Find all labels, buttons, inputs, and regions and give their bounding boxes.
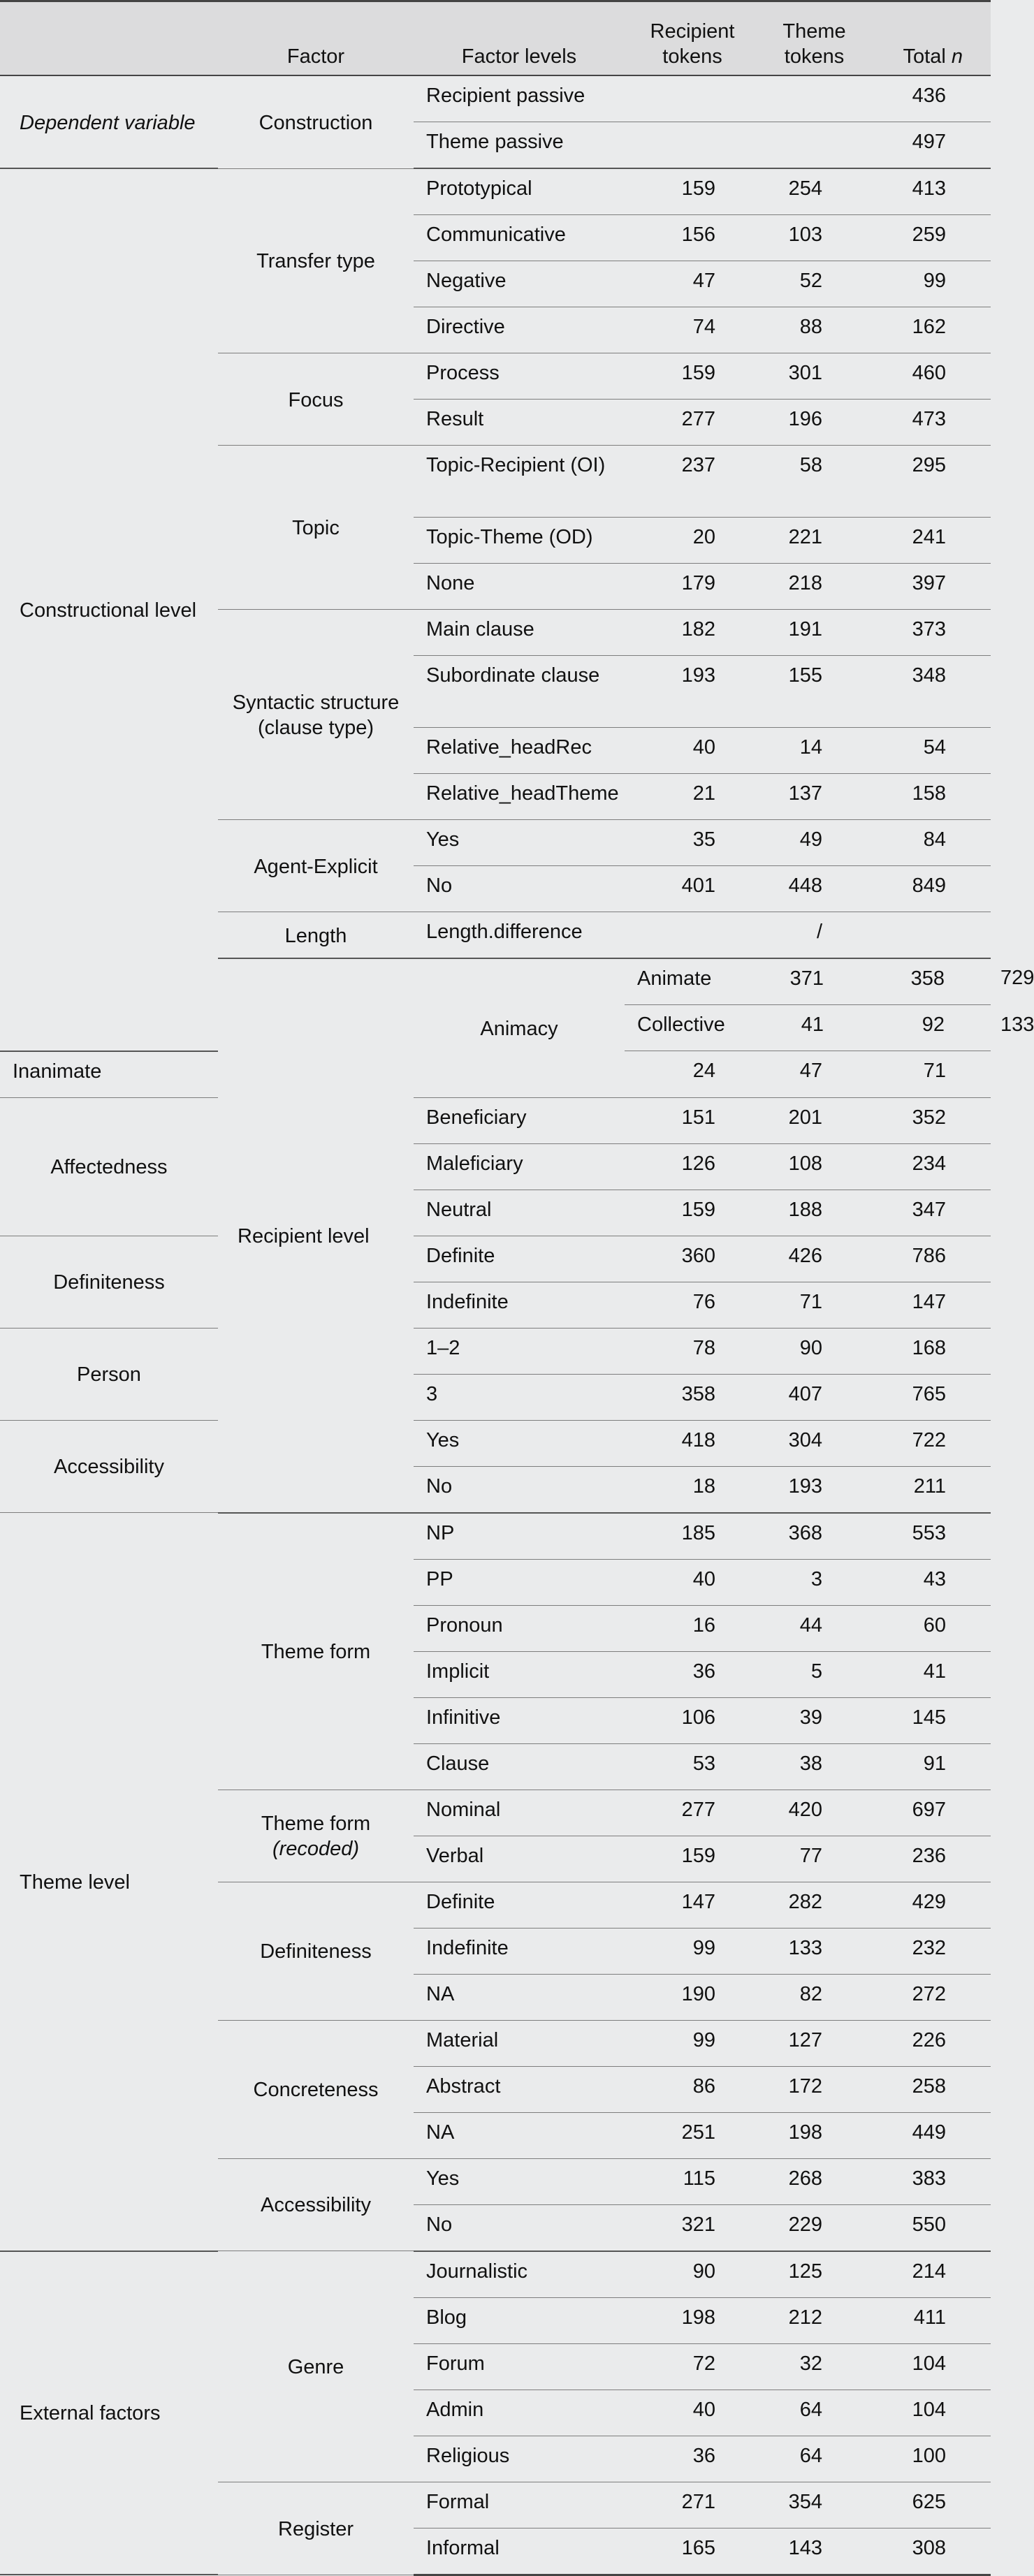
table-row xyxy=(0,168,991,215)
recipient-tokens-cell: 18 xyxy=(625,1466,760,1513)
theme-tokens-cell: 368 xyxy=(760,1513,868,1560)
factor-label xyxy=(414,958,625,1097)
theme-tokens-cell: 229 xyxy=(760,2204,868,2251)
total-n-cell: 43 xyxy=(868,1559,991,1605)
total-n-cell: 84 xyxy=(868,820,991,866)
table-row: Recipient level Animacy Animate 371 358 729 xyxy=(0,958,991,1005)
factor-level: Relative_headTheme xyxy=(414,774,625,820)
factor-level: Yes xyxy=(414,820,625,866)
factor-level: Blog xyxy=(414,2297,625,2343)
theme-tokens-cell: 127 xyxy=(760,2020,868,2066)
factor-level: PP xyxy=(414,1559,625,1605)
factor-label-text: Construction xyxy=(258,111,373,134)
factor-level: Informal xyxy=(414,2528,625,2575)
total-n-cell: 100 xyxy=(868,2436,991,2482)
recipient-tokens-cell: 179 xyxy=(625,564,760,610)
theme-tokens-cell: 108 xyxy=(760,1143,868,1190)
factor-level: Religious xyxy=(414,2436,625,2482)
recipient-tokens-cell: 36 xyxy=(625,2436,760,2482)
theme-tokens-cell: 58 xyxy=(760,446,868,518)
recipient-tokens-cell: 277 xyxy=(625,1790,760,1836)
table-row: Collective 41 92 133 xyxy=(0,1005,991,1051)
factor-level: Journalistic xyxy=(414,2251,625,2298)
factor-label-text: Focus xyxy=(288,388,344,411)
factor-level: Indefinite xyxy=(414,1282,625,1328)
factor-level: 3 xyxy=(414,1374,625,1420)
factor-label xyxy=(218,1790,414,1882)
recipient-tokens-cell: 198 xyxy=(625,2297,760,2343)
recipient-tokens-cell: 358 xyxy=(625,1374,760,1420)
total-n-cell: 258 xyxy=(868,2066,991,2112)
total-n-cell: 460 xyxy=(868,353,991,400)
factor-level: Implicit xyxy=(414,1651,625,1697)
theme-tokens-cell: 39 xyxy=(760,1697,868,1743)
theme-tokens-cell: 103 xyxy=(760,215,868,261)
recipient-tokens-cell: 360 xyxy=(625,1236,760,1282)
recipient-tokens-cell: 99 xyxy=(625,2020,760,2066)
factor-level: Relative_headRec xyxy=(414,728,625,774)
theme-tokens-cell: 92 xyxy=(868,1005,991,1051)
factor-level: NA xyxy=(414,2112,625,2158)
total-n-cell: 786 xyxy=(868,1236,991,1282)
table-row xyxy=(0,2251,991,2298)
total-n-cell: 413 xyxy=(868,168,991,215)
total-n-cell: 71 xyxy=(868,1051,991,1098)
factor-label xyxy=(218,2251,414,2482)
recipient-tokens-cell: 72 xyxy=(625,2343,760,2390)
factor-level: Process xyxy=(414,353,625,400)
theme-tokens-cell: 64 xyxy=(760,2390,868,2436)
recipient-tokens-cell: 401 xyxy=(625,866,760,912)
recipient-tokens-cell: 182 xyxy=(625,610,760,656)
recipient-tokens-cell: 165 xyxy=(625,2528,760,2575)
recipient-tokens-cell: 16 xyxy=(625,1605,760,1651)
table-header xyxy=(0,1,991,76)
header-factor-levels: Factor levels xyxy=(414,1,625,76)
factor-label-suffix: (recoded) xyxy=(272,1838,360,1860)
total-n-cell: 211 xyxy=(868,1466,991,1513)
recipient-tokens-cell: 185 xyxy=(625,1513,760,1560)
recipient-tokens-cell: 40 xyxy=(625,1559,760,1605)
theme-tokens-cell: 193 xyxy=(760,1466,868,1513)
theme-tokens-cell: 143 xyxy=(760,2528,868,2575)
factor-label xyxy=(218,2482,414,2575)
total-n-cell: 236 xyxy=(868,1836,991,1882)
recipient-tokens-cell: 86 xyxy=(625,2066,760,2112)
group-label: External factors xyxy=(0,2251,218,2575)
theme-tokens-cell xyxy=(760,122,868,169)
table-row xyxy=(0,1420,991,1466)
factor-label xyxy=(0,1420,218,1513)
factor-label xyxy=(218,820,414,912)
total-n-cell: 397 xyxy=(868,564,991,610)
recipient-tokens-cell: 40 xyxy=(625,728,760,774)
factor-level: Topic-Recipient (OI) xyxy=(414,446,625,518)
factor-label-text: Definiteness xyxy=(260,1940,372,1963)
total-n-cell: 553 xyxy=(868,1513,991,1560)
total-n-cell: 373 xyxy=(868,610,991,656)
factor-level: Prototypical xyxy=(414,168,625,215)
total-n-cell: 99 xyxy=(868,261,991,307)
recipient-tokens-cell: 159 xyxy=(625,353,760,400)
group-label: Theme level xyxy=(0,1513,218,2251)
factor-level: No xyxy=(414,866,625,912)
recipient-tokens-cell: 237 xyxy=(625,446,760,518)
theme-tokens-cell: 188 xyxy=(760,1190,868,1236)
factor-label-text: Genre xyxy=(287,2355,344,2378)
recipient-tokens-cell: 321 xyxy=(625,2204,760,2251)
factor-label xyxy=(218,168,414,353)
total-n-cell: 41 xyxy=(868,1651,991,1697)
theme-tokens-cell: 38 xyxy=(760,1743,868,1790)
factor-label xyxy=(218,610,414,820)
recipient-tokens-cell xyxy=(625,122,760,169)
total-n-cell: 162 xyxy=(868,307,991,353)
factor-level: Formal xyxy=(414,2482,625,2528)
recipient-tokens-cell: 147 xyxy=(625,1882,760,1928)
factor-level: Admin xyxy=(414,2390,625,2436)
factor-label xyxy=(218,1882,414,2020)
total-n-cell: 104 xyxy=(868,2390,991,2436)
total-n-cell: 234 xyxy=(868,1143,991,1190)
recipient-tokens-cell: 41 xyxy=(760,1005,868,1051)
recipient-tokens-cell: 151 xyxy=(625,1097,760,1143)
factor-label-text: Accessibility xyxy=(261,2194,371,2217)
recipient-tokens-cell: 74 xyxy=(625,307,760,353)
factor-level: Communicative xyxy=(414,215,625,261)
factor-level: Definite xyxy=(414,1882,625,1928)
total-n-cell: 352 xyxy=(868,1097,991,1143)
recipient-tokens-cell xyxy=(625,75,760,122)
factor-level: Beneficiary xyxy=(414,1097,625,1143)
recipient-tokens-cell: 115 xyxy=(625,2158,760,2204)
factor-label-text: Animacy xyxy=(480,1017,558,1040)
header-factor: Factor xyxy=(218,1,414,76)
factor-label xyxy=(218,446,414,610)
factor-label-text: Register xyxy=(278,2517,354,2540)
recipient-tokens-cell: 36 xyxy=(625,1651,760,1697)
header-group xyxy=(0,1,218,76)
total-n-cell: 295 xyxy=(868,446,991,518)
theme-tokens-cell: 5 xyxy=(760,1651,868,1697)
theme-tokens-cell: 420 xyxy=(760,1790,868,1836)
group-label: Dependent variable xyxy=(0,75,218,168)
theme-tokens-cell: 52 xyxy=(760,261,868,307)
theme-tokens-cell: 155 xyxy=(760,656,868,728)
factor-level: Indefinite xyxy=(414,1928,625,1974)
theme-tokens-cell: 88 xyxy=(760,307,868,353)
header-n-label: n xyxy=(951,45,963,68)
factor-label-text: Theme form xyxy=(261,1641,371,1663)
factor-level: Yes xyxy=(414,2158,625,2204)
total-n-cell: 226 xyxy=(868,2020,991,2066)
total-n-cell: 697 xyxy=(868,1790,991,1836)
theme-tokens-cell: 49 xyxy=(760,820,868,866)
recipient-tokens-cell: 47 xyxy=(625,261,760,307)
factor-level: Subordinate clause xyxy=(414,656,625,728)
header-row xyxy=(0,1,991,76)
factor-level: Pronoun xyxy=(414,1605,625,1651)
factor-level: Yes xyxy=(414,1420,625,1466)
factor-level: Directive xyxy=(414,307,625,353)
factor-level: No xyxy=(414,1466,625,1513)
total-n-cell: 91 xyxy=(868,1743,991,1790)
header-theme-tokens xyxy=(760,1,868,76)
recipient-tokens-cell: 159 xyxy=(625,168,760,215)
factor-label-text: Accessibility xyxy=(54,1456,164,1479)
recipient-tokens-cell: 159 xyxy=(625,1190,760,1236)
factor-level: None xyxy=(414,564,625,610)
recipient-tokens-cell: 156 xyxy=(625,215,760,261)
total-n-cell: 145 xyxy=(868,1697,991,1743)
theme-tokens-cell: 198 xyxy=(760,2112,868,2158)
factor-label xyxy=(218,2158,414,2251)
total-n-cell: 473 xyxy=(868,400,991,446)
theme-tokens-cell: 201 xyxy=(760,1097,868,1143)
recipient-tokens-cell xyxy=(625,912,760,959)
total-n-cell: 348 xyxy=(868,656,991,728)
recipient-tokens-cell: 20 xyxy=(625,518,760,564)
total-n-cell: 449 xyxy=(868,2112,991,2158)
factor-label-text: Person xyxy=(77,1363,141,1386)
total-n-cell: 765 xyxy=(868,1374,991,1420)
theme-tokens-cell: 71 xyxy=(760,1282,868,1328)
factor-level: Topic-Theme (OD) xyxy=(414,518,625,564)
theme-tokens-cell: 358 xyxy=(868,958,991,1005)
factor-level: Verbal xyxy=(414,1836,625,1882)
total-n-cell: 429 xyxy=(868,1882,991,1928)
table-row xyxy=(0,1097,991,1143)
factor-label-text: Length xyxy=(284,924,347,947)
factor-level: Animate xyxy=(625,958,760,1005)
factor-label xyxy=(0,1236,218,1328)
theme-tokens-cell: 426 xyxy=(760,1236,868,1282)
total-n-cell: 168 xyxy=(868,1328,991,1374)
recipient-tokens-cell: 106 xyxy=(625,1697,760,1743)
recipient-tokens-cell: 78 xyxy=(625,1328,760,1374)
theme-tokens-cell: 125 xyxy=(760,2251,868,2298)
theme-tokens-cell: 44 xyxy=(760,1605,868,1651)
recipient-tokens-cell: 53 xyxy=(625,1743,760,1790)
total-n-cell: 158 xyxy=(868,774,991,820)
total-n-cell: 241 xyxy=(868,518,991,564)
recipient-tokens-cell: 159 xyxy=(625,1836,760,1882)
total-n-cell xyxy=(868,912,991,959)
theme-tokens-cell: 133 xyxy=(760,1928,868,1974)
total-n-cell: 272 xyxy=(868,1974,991,2020)
recipient-tokens-cell: 271 xyxy=(625,2482,760,2528)
factor-level: Nominal xyxy=(414,1790,625,1836)
recipient-tokens-cell: 90 xyxy=(625,2251,760,2298)
theme-tokens-cell: 32 xyxy=(760,2343,868,2390)
factor-level: Forum xyxy=(414,2343,625,2390)
theme-tokens-cell: 137 xyxy=(760,774,868,820)
factor-label-text: Agent-Explicit xyxy=(254,855,378,878)
factor-level: Length.difference xyxy=(414,912,625,959)
theme-tokens-cell: / xyxy=(760,912,868,959)
factor-label-text: Transfer type xyxy=(256,250,375,273)
theme-tokens-cell: 47 xyxy=(760,1051,868,1098)
recipient-tokens-cell: 251 xyxy=(625,2112,760,2158)
recipient-tokens-cell: 35 xyxy=(625,820,760,866)
factor-level: Maleficiary xyxy=(414,1143,625,1190)
table-row xyxy=(0,1236,991,1282)
total-n-cell: 625 xyxy=(868,2482,991,2528)
factor-level: Abstract xyxy=(414,2066,625,2112)
header-recipient-tokens-text: Recipient tokens xyxy=(650,20,735,68)
theme-tokens-cell: 268 xyxy=(760,2158,868,2204)
factor-level: NA xyxy=(414,1974,625,2020)
theme-tokens-cell: 254 xyxy=(760,168,868,215)
recipient-tokens-cell: 193 xyxy=(625,656,760,728)
total-n-cell: 54 xyxy=(868,728,991,774)
theme-tokens-cell: 82 xyxy=(760,1974,868,2020)
factor-level: Collective xyxy=(625,1005,760,1051)
total-n-cell: 347 xyxy=(868,1190,991,1236)
header-total-label: Total xyxy=(903,45,946,68)
total-n-cell: 259 xyxy=(868,215,991,261)
recipient-tokens-cell: 21 xyxy=(625,774,760,820)
factor-label xyxy=(0,1328,218,1420)
theme-tokens-cell: 304 xyxy=(760,1420,868,1466)
factor-label xyxy=(218,75,414,168)
theme-tokens-cell: 221 xyxy=(760,518,868,564)
theme-tokens-cell: 301 xyxy=(760,353,868,400)
total-n-cell: 722 xyxy=(868,1420,991,1466)
factor-level: Recipient passive xyxy=(414,75,625,122)
factor-level: Clause xyxy=(414,1743,625,1790)
factor-level: Inanimate xyxy=(0,1051,218,1098)
theme-tokens-cell: 282 xyxy=(760,1882,868,1928)
recipient-tokens-cell: 371 xyxy=(760,958,868,1005)
theme-tokens-cell: 90 xyxy=(760,1328,868,1374)
recipient-tokens-cell: 126 xyxy=(625,1143,760,1190)
group-label: Constructional level xyxy=(0,168,218,1051)
table-body xyxy=(0,75,1034,2575)
recipient-tokens-cell: 40 xyxy=(625,2390,760,2436)
total-n-cell: 436 xyxy=(868,75,991,122)
factor-label xyxy=(218,353,414,446)
theme-tokens-cell: 172 xyxy=(760,2066,868,2112)
header-theme-tokens-text: Theme tokens xyxy=(782,20,846,68)
header-total-n xyxy=(868,1,991,76)
total-n-cell: 214 xyxy=(868,2251,991,2298)
recipient-tokens-cell: 76 xyxy=(625,1282,760,1328)
table-row xyxy=(0,1328,991,1374)
factor-level: Main clause xyxy=(414,610,625,656)
factor-level: Definite xyxy=(414,1236,625,1282)
theme-tokens-cell xyxy=(760,75,868,122)
recipient-tokens-cell: 418 xyxy=(625,1420,760,1466)
recipient-tokens-cell: 277 xyxy=(625,400,760,446)
total-n-cell: 104 xyxy=(868,2343,991,2390)
factor-label xyxy=(218,2020,414,2158)
recipient-tokens-cell: 190 xyxy=(625,1974,760,2020)
group-label: Recipient level xyxy=(218,958,414,1513)
theme-tokens-cell: 448 xyxy=(760,866,868,912)
theme-tokens-cell: 191 xyxy=(760,610,868,656)
factor-level: NP xyxy=(414,1513,625,1560)
theme-tokens-cell: 14 xyxy=(760,728,868,774)
factor-level: Theme passive xyxy=(414,122,625,169)
total-n-cell: 411 xyxy=(868,2297,991,2343)
factor-label xyxy=(218,1513,414,1790)
total-n-cell: 60 xyxy=(868,1605,991,1651)
factor-level: Result xyxy=(414,400,625,446)
total-n-cell: 849 xyxy=(868,866,991,912)
total-n-cell: 308 xyxy=(868,2528,991,2575)
theme-tokens-cell: 196 xyxy=(760,400,868,446)
theme-tokens-cell: 354 xyxy=(760,2482,868,2528)
factor-level: Material xyxy=(414,2020,625,2066)
factor-label xyxy=(0,1097,218,1236)
factor-label-text: Affectedness xyxy=(50,1156,168,1178)
total-n-cell: 232 xyxy=(868,1928,991,1974)
factor-label-text: Definiteness xyxy=(53,1271,165,1294)
table-row xyxy=(0,75,991,122)
factor-label-text: Concreteness xyxy=(253,2079,379,2101)
table-row xyxy=(0,1513,991,1560)
theme-tokens-cell: 3 xyxy=(760,1559,868,1605)
factor-level: Infinitive xyxy=(414,1697,625,1743)
recipient-tokens-cell: 24 xyxy=(625,1051,760,1098)
theme-tokens-cell: 212 xyxy=(760,2297,868,2343)
header-recipient-tokens xyxy=(625,1,760,76)
factor-level: No xyxy=(414,2204,625,2251)
total-n-cell: 147 xyxy=(868,1282,991,1328)
factor-level: Negative xyxy=(414,261,625,307)
theme-tokens-cell: 407 xyxy=(760,1374,868,1420)
recipient-tokens-cell: 99 xyxy=(625,1928,760,1974)
factor-level: Neutral xyxy=(414,1190,625,1236)
total-n-cell: 497 xyxy=(868,122,991,169)
total-n-cell: 383 xyxy=(868,2158,991,2204)
factor-label-text: Syntactic structure (clause type) xyxy=(232,691,400,739)
factor-level: 1–2 xyxy=(414,1328,625,1374)
factor-label xyxy=(218,912,414,959)
theme-tokens-cell: 77 xyxy=(760,1836,868,1882)
theme-tokens-cell: 64 xyxy=(760,2436,868,2482)
factor-label-text: Topic xyxy=(292,517,340,539)
theme-tokens-cell: 218 xyxy=(760,564,868,610)
factor-label-text: Theme form xyxy=(261,1813,371,1835)
total-n-cell: 550 xyxy=(868,2204,991,2251)
